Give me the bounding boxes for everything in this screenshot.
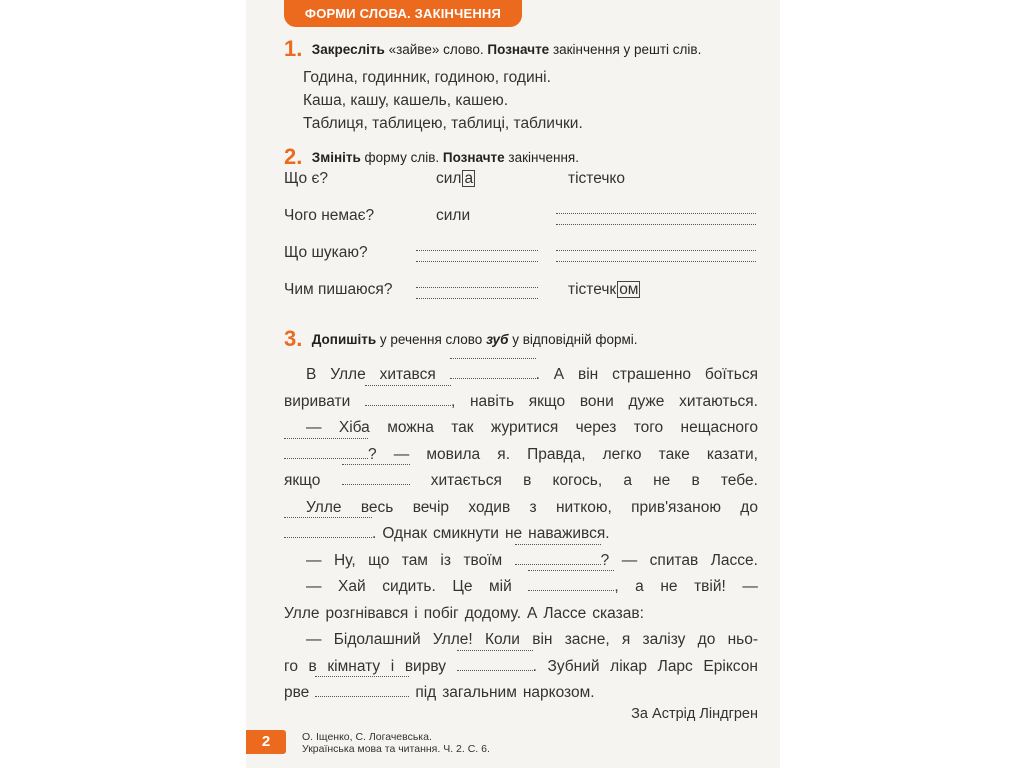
exercise-1-number: 1.	[284, 36, 303, 61]
story-word: я.	[497, 445, 510, 463]
fill-in-blank[interactable]	[315, 682, 409, 697]
story-line	[284, 362, 758, 389]
exercise-1-line: Каша, кашу, кашель, кашею.	[303, 92, 509, 109]
fill-in-blank[interactable]	[528, 576, 614, 591]
punctuation: .	[372, 525, 377, 542]
story-word: Правда,	[527, 445, 586, 463]
story-word: тебе.	[720, 472, 758, 489]
story-word: сказав:	[592, 604, 644, 622]
ending-box: а	[464, 170, 474, 187]
story-word: рве	[284, 684, 310, 701]
instruction-text-part: у речення слово	[376, 332, 487, 347]
story-word: нещасного	[680, 419, 758, 436]
story-word: Це	[452, 578, 473, 595]
story-line	[284, 548, 758, 575]
punctuation: ,	[614, 578, 619, 595]
story-word: страшенно	[612, 366, 691, 383]
story-word: Бідолашний	[333, 631, 421, 648]
word-form	[436, 170, 475, 188]
story-word: казати,	[706, 445, 758, 463]
instruction-text-part: «зайве» слово.	[384, 42, 488, 57]
exercise-2-number: 2.	[284, 144, 303, 169]
story-word: ньо-	[727, 631, 758, 648]
story-word: загальним	[442, 684, 517, 701]
punctuation: ?	[368, 445, 377, 463]
story-line	[284, 389, 758, 416]
story-word: Лассе.	[710, 551, 758, 569]
story-word: із	[440, 551, 451, 569]
story-word: прив'язаною	[631, 498, 721, 516]
exercise-1-instruction	[284, 36, 701, 62]
instruction-text-part: Допишіть	[311, 332, 377, 347]
word-form	[568, 281, 640, 299]
story-word: засне,	[564, 631, 610, 648]
story-word: в	[308, 657, 317, 675]
instruction-text-part: зуб	[486, 332, 509, 347]
citation-book: Українська мова та читання. Ч. 2. С. 6.	[302, 743, 490, 755]
story-word: Ну,	[333, 551, 356, 569]
story-word: Зубний	[547, 657, 600, 675]
exercise-3-instruction	[284, 326, 638, 352]
story-word: наважився.	[528, 525, 610, 542]
story-word: і	[414, 604, 418, 622]
word-stem: тістечк	[568, 281, 617, 298]
story-word: вирву	[404, 657, 446, 675]
instruction-text-part: у відповідній формі.	[508, 332, 638, 347]
story-word: дуже	[628, 392, 665, 410]
story-word: хитався	[379, 366, 436, 383]
story-word: твоїм	[463, 551, 503, 569]
fill-in-blank[interactable]	[365, 391, 451, 406]
story-word: —	[306, 419, 322, 436]
story-word: якщо	[528, 392, 566, 410]
story-author: За Астрід Ліндгрен	[631, 706, 758, 722]
fill-in-blank[interactable]	[450, 364, 536, 379]
instruction-text-part: Змініть	[311, 150, 361, 165]
punctuation: .	[535, 366, 540, 383]
punctuation: ,	[450, 392, 456, 410]
story-word: ниткою,	[555, 498, 612, 516]
story-word: а	[635, 578, 644, 595]
word-form	[436, 207, 470, 225]
answer-line[interactable]	[416, 250, 538, 251]
answer-line[interactable]	[416, 287, 538, 288]
story-word: до	[740, 498, 758, 516]
story-word: Улле	[284, 604, 320, 622]
story-word: виривати	[284, 392, 351, 410]
story-word: вечір	[412, 498, 450, 516]
story-word: Хай	[338, 578, 366, 595]
story-word: з	[529, 498, 537, 516]
story-word: можна	[387, 419, 434, 436]
answer-line[interactable]	[416, 298, 538, 299]
story-word: він	[578, 366, 599, 383]
answer-line[interactable]	[556, 261, 756, 262]
story-word: Хіба	[338, 419, 370, 436]
story-word: не	[660, 578, 678, 595]
story-word: Лассе	[543, 604, 587, 622]
answer-line[interactable]	[556, 224, 756, 225]
story-word: а	[623, 472, 632, 489]
fill-in-blank[interactable]	[284, 523, 372, 538]
story-word: мій	[489, 578, 512, 595]
story-word: я	[621, 631, 631, 648]
story-word: там	[401, 551, 428, 569]
citation	[302, 731, 490, 755]
instruction-text-part: Позначте	[487, 42, 550, 57]
story-word: лікар	[610, 657, 648, 675]
story-word: побіг	[423, 604, 459, 622]
page-number: 2	[246, 730, 286, 754]
story-word: Улле	[306, 498, 342, 516]
exercise-3-story	[284, 362, 758, 707]
story-word: —	[306, 578, 322, 595]
word-stem: тістечко	[568, 170, 625, 187]
story-line	[284, 601, 758, 628]
story-word: Однак	[382, 525, 428, 542]
story-word: Улле!	[432, 631, 473, 648]
story-word: не	[504, 525, 523, 542]
story-word: мовила	[426, 445, 481, 463]
instruction-text-part: закінчення у решті слів.	[549, 42, 702, 57]
story-word: А	[553, 366, 565, 383]
exercise-3-number: 3.	[284, 326, 303, 351]
workbook-page	[246, 0, 780, 768]
story-word: —	[742, 578, 758, 595]
story-word: легко	[602, 445, 642, 463]
answer-line[interactable]	[556, 250, 756, 251]
story-word: розгнівався	[325, 604, 409, 622]
case-question: Чим пишаюся?	[284, 281, 393, 298]
instruction-text-part: форму слів.	[360, 150, 443, 165]
story-word: навіть	[470, 392, 515, 410]
story-word: Улле	[330, 366, 366, 383]
story-word: —	[621, 551, 638, 569]
story-word: того	[633, 419, 664, 436]
section-header: ФОРМИ СЛОВА. ЗАКІНЧЕННЯ	[284, 0, 522, 27]
story-word: когось,	[552, 472, 603, 489]
story-word: журитися	[490, 419, 559, 436]
story-word: наркозом.	[522, 684, 595, 701]
story-word: твій!	[694, 578, 726, 595]
story-word: го	[284, 657, 298, 675]
story-word: Еріксон	[703, 657, 758, 675]
case-question: Що є?	[284, 170, 328, 187]
story-word: вони	[579, 392, 614, 410]
story-word: хитається	[430, 472, 502, 489]
citation-authors: О. Іщенко, С. Логачевська.	[302, 731, 432, 743]
story-word: кімнату	[327, 657, 381, 675]
story-word: ходив	[468, 498, 511, 516]
story-word: через	[575, 419, 617, 436]
exercise-1-line: Таблиця, таблицею, таблиці, таблички.	[303, 115, 583, 132]
story-line	[284, 468, 758, 495]
punctuation: .	[532, 657, 537, 675]
answer-line[interactable]	[416, 261, 538, 262]
story-word: він	[532, 631, 553, 648]
instruction-text-part: закінчення.	[504, 150, 579, 165]
story-word: якщо	[284, 472, 321, 489]
story-word: під	[415, 684, 437, 701]
story-word: сидить.	[382, 578, 436, 595]
fill-in-blank[interactable]	[457, 656, 533, 671]
word-stem: сил	[436, 170, 462, 187]
exercise-1-word-lines	[303, 66, 583, 135]
story-word: не	[653, 472, 671, 489]
story-word: Ларс	[657, 657, 693, 675]
instruction-text-part: Закресліть	[311, 42, 385, 57]
story-word: весь	[360, 498, 394, 516]
answer-line[interactable]	[556, 213, 756, 214]
instruction-text-part: Позначте	[442, 150, 505, 165]
story-word: —	[306, 631, 322, 648]
ending-box: ом	[619, 281, 639, 298]
story-word: що	[368, 551, 390, 569]
story-word: —	[393, 445, 410, 463]
fill-in-blank[interactable]	[515, 550, 601, 565]
story-word: смикнути	[433, 525, 499, 542]
story-word: А	[527, 604, 538, 622]
case-question: Чого немає?	[284, 207, 375, 224]
story-word: так	[451, 419, 474, 436]
story-word: спитав	[649, 551, 699, 569]
story-word: додому.	[464, 604, 522, 622]
story-word: і	[390, 657, 395, 675]
story-word: боїться	[704, 366, 758, 383]
story-word: в	[691, 472, 700, 489]
case-question: Що шукаю?	[284, 244, 368, 261]
story-word: таке	[658, 445, 690, 463]
story-line	[284, 680, 758, 707]
fill-in-blank[interactable]	[284, 444, 368, 459]
fill-in-blank[interactable]	[342, 470, 410, 485]
story-word: Коли	[484, 631, 520, 648]
story-word: до	[697, 631, 716, 648]
story-line	[284, 574, 758, 601]
punctuation: ?	[600, 551, 610, 569]
story-word: залізу	[642, 631, 686, 648]
story-word: в	[523, 472, 532, 489]
exercise-1-line: Година, годинник, годиною, годині.	[303, 69, 551, 86]
story-word: хитаються.	[679, 392, 758, 410]
story-word: В	[306, 366, 317, 383]
word-stem: сили	[436, 207, 471, 224]
story-word: —	[306, 551, 322, 569]
exercise-2-instruction	[284, 144, 579, 170]
word-form	[568, 170, 625, 188]
